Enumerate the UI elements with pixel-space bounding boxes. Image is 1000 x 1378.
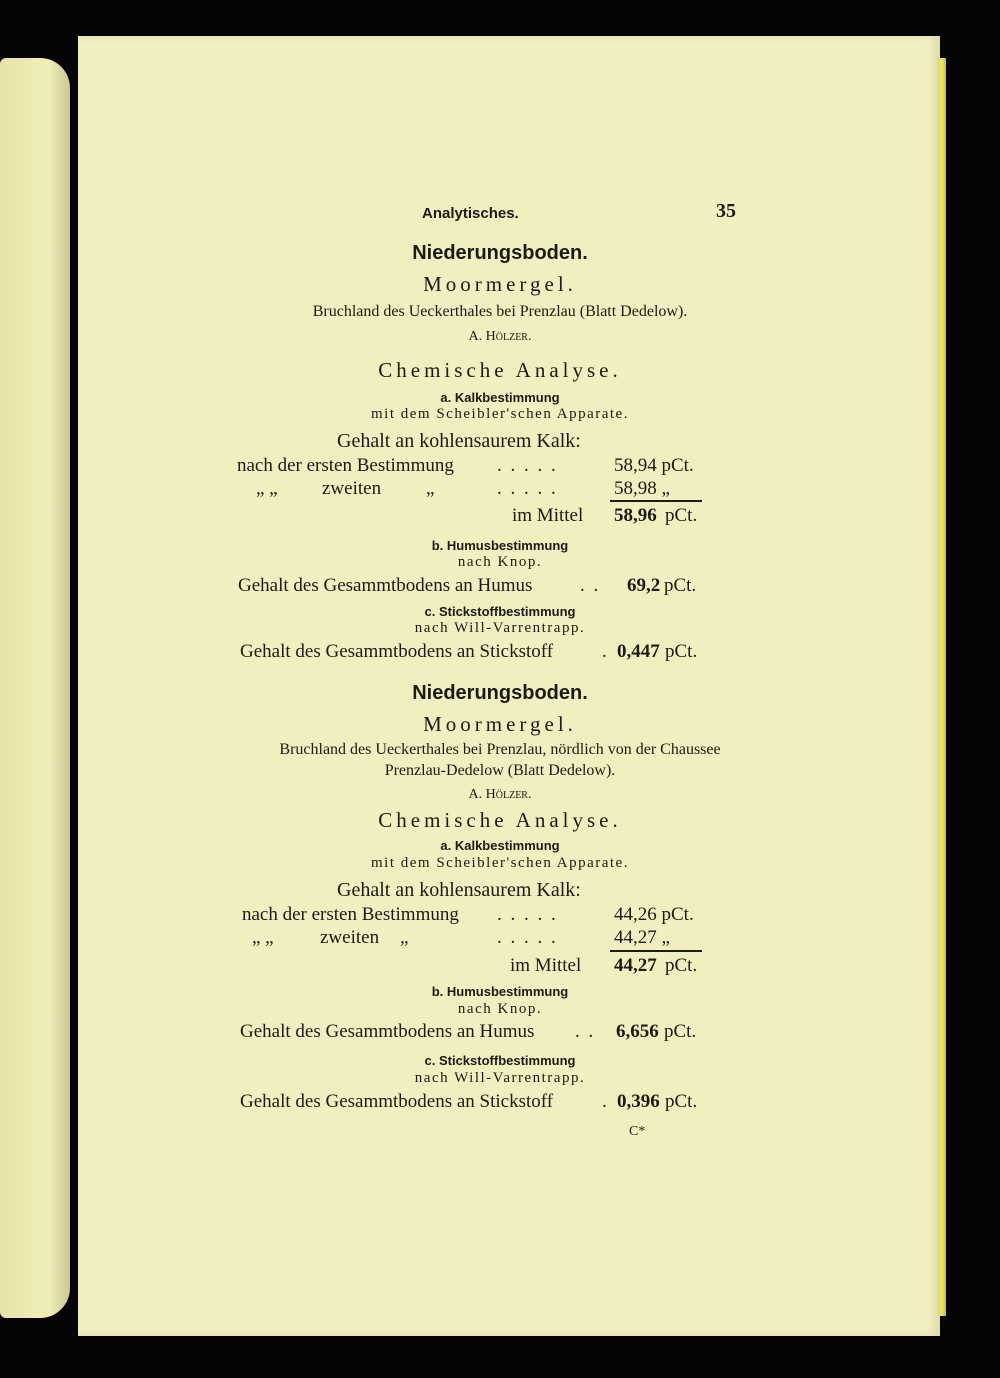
section2-row1-dots: . . . . .	[497, 904, 558, 925]
section1-location: Bruchland des Ueckerthales bei Prenzlau (Blatt Dedelow).	[312, 303, 688, 320]
section2-c-title: c. Stickstoffbestimmung	[424, 1053, 576, 1068]
section1-humus-dots: . .	[580, 575, 601, 596]
section2-subheading: Moormergel.	[423, 712, 577, 736]
section1-gehalt-label: Gehalt an kohlensaurem Kalk:	[337, 430, 581, 452]
section1-mean-unit: pCt.	[665, 505, 698, 526]
section2-stick-unit: pCt.	[665, 1091, 698, 1112]
section2-humus-value: 6,656	[616, 1021, 659, 1042]
section2-location-line1: Bruchland des Ueckerthales bei Prenzlau, nördlich von der Chaussee	[279, 741, 721, 758]
section1-stick-value: 0,447	[617, 641, 660, 662]
section2-humus-label: Gehalt des Gesammtbodens an Humus	[240, 1021, 535, 1042]
section2-a-title: a. Kalkbestimmung	[440, 838, 560, 853]
section1-humus-label: Gehalt des Gesammtbodens an Humus	[238, 575, 533, 596]
section1-stick-unit: pCt.	[665, 641, 698, 662]
section2-a-method: mit dem Scheibler'schen Apparate.	[371, 855, 629, 871]
section2-b-title: b. Humusbestimmung	[431, 984, 569, 999]
running-head: Analytisches.	[422, 205, 519, 222]
section1-row2-ditto2: „	[426, 478, 435, 499]
section2-stick-value: 0,396	[617, 1091, 660, 1112]
section1-heading: Niederungsboden.	[412, 242, 588, 264]
section1-row2-value: 58,98 „	[614, 478, 670, 499]
section2-mean-label: im Mittel	[510, 955, 582, 976]
section2-row2-dots: . . . . .	[497, 927, 558, 948]
section2-row1-value: 44,26 pCt.	[614, 904, 694, 925]
section1-c-title: c. Stickstoffbestimmung	[424, 604, 576, 619]
section1-mean-label: im Mittel	[512, 505, 584, 526]
section1-row2-dots: . . . . .	[497, 478, 558, 499]
section1-stick-dots: .	[602, 641, 607, 662]
section1-sum-rule	[610, 500, 702, 502]
section2-stick-dots: .	[602, 1091, 607, 1112]
section2-analysis-title: Chemische Analyse.	[378, 808, 622, 832]
section1-c-method: nach Will-Varrentrapp.	[414, 620, 586, 636]
section1-row1-value: 58,94 pCt.	[614, 455, 694, 476]
section1-a-method: mit dem Scheibler'schen Apparate.	[371, 406, 629, 422]
section1-b-title: b. Humusbestimmung	[431, 538, 569, 553]
section2-row2-value: 44,27 „	[614, 927, 670, 948]
section2-mean-value: 44,27	[614, 955, 657, 976]
section2-mean-unit: pCt.	[665, 955, 698, 976]
section2-b-method: nach Knop.	[457, 1001, 543, 1017]
section1-subheading: Moormergel.	[423, 272, 577, 296]
section1-a-title: a. Kalkbestimmung	[440, 390, 560, 405]
section2-c-method: nach Will-Varrentrapp.	[414, 1070, 586, 1086]
section2-row2-label: zweiten	[320, 927, 380, 948]
section1-stick-label: Gehalt des Gesammtbodens an Stickstoff	[240, 641, 554, 662]
section2-row1-label: nach der ersten Bestimmung	[242, 904, 459, 925]
section2-stick-label: Gehalt des Gesammtbodens an Stickstoff	[240, 1091, 554, 1112]
section1-row1-dots: . . . . .	[497, 455, 558, 476]
section2-heading: Niederungsboden.	[412, 682, 588, 704]
signature-mark: C*	[629, 1124, 646, 1139]
section2-row2-ditto2: „	[400, 927, 409, 948]
section1-mean-value: 58,96	[614, 505, 657, 526]
section2-gehalt-label: Gehalt an kohlensaurem Kalk:	[337, 879, 581, 901]
section1-row2-label: zweiten	[322, 478, 382, 499]
section2-location-line2: Prenzlau-Dedelow (Blatt Dedelow).	[384, 762, 616, 779]
section1-row2-ditto: „ „	[256, 478, 278, 499]
section2-author: A. Hölzer.	[468, 787, 532, 802]
section1-humus-unit: pCt.	[664, 575, 697, 596]
section1-author: A. Hölzer.	[468, 329, 532, 344]
section2-humus-dots: . .	[575, 1021, 596, 1042]
section2-sum-rule	[610, 950, 702, 952]
section1-humus-value: 69,2	[627, 575, 661, 596]
section1-b-method: nach Knop.	[457, 554, 543, 570]
section2-humus-unit: pCt.	[664, 1021, 697, 1042]
section2-row2-ditto: „ „	[252, 927, 274, 948]
section1-row1-label: nach der ersten Bestimmung	[237, 455, 454, 476]
section1-analysis-title: Chemische Analyse.	[378, 358, 622, 382]
page-number: 35	[716, 200, 736, 222]
